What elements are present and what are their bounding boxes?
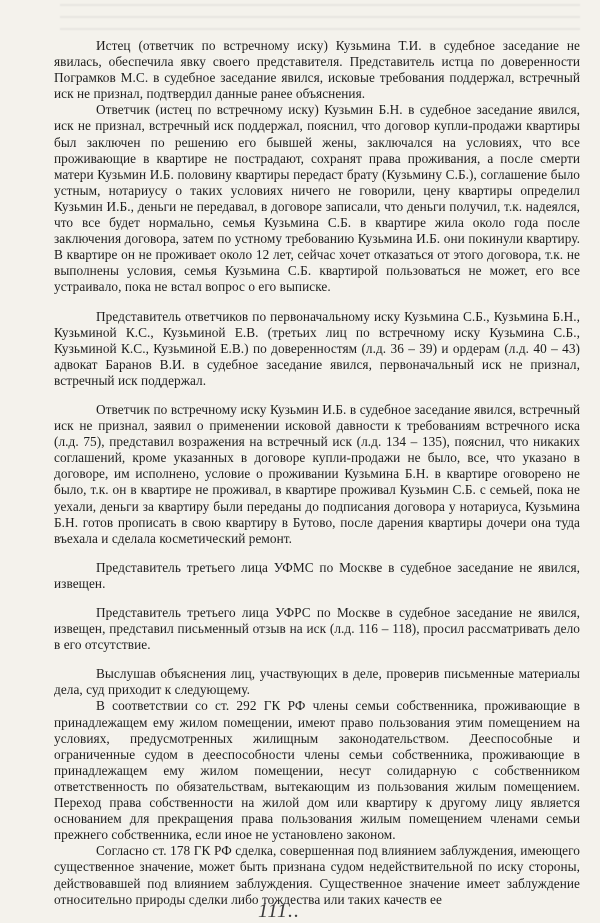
paragraph-defendants-representative: Представитель ответчиков по первоначальному иску Кузьмина С.Б., Кузьмина Б.Н., Кузьминой К.С., Кузьминой Е.В. (третьих лиц по встречному иску Кузьмина С.Б., Кузьминой К.С., Кузьминой Е.В.) по доверенностям (л.д. 36 – 39) и ордерам (л.д. 40 – 43) адвокат Баранов В.И. в судебное заседание явился, первоначальный иск не признал, встречный иск поддержал. xyxy=(54,308,580,388)
bleed-through-text xyxy=(60,4,580,34)
paragraph-defendant-kuzmin-ib: Ответчик по встречному иску Кузьмин И.Б. в судебное заседание явился, встречный иск не признал, заявил о применении исковой давности к требованиям встречного иска (л.д. 75), представил возражения на встречный иск (л.д. 134 – 135), пояснил, что никаких соглашений, кроме указанных в договоре купли-продажи не было, все, что указано в договоре, им исполнено, условие о проживании Кузьмина Б.Н. в квартире оговорено не было, т.к. он в квартире не проживал, в квартире проживал Кузьмин С.Б. с семьей, пока не уехали, деньги за квартиру были переданы до подписания договора у нотариуса, Кузьмина Б.Н. готов прописать в свою квартиру в Бутово, после дарения квартиры дочери она туда въехала и сделала косметический ремонт. xyxy=(54,401,580,546)
paragraph-ufms-representative: Представитель третьего лица УФМС по Москве в судебное заседание не явился, извещен. xyxy=(54,559,580,591)
paragraph-ufrs-representative: Представитель третьего лица УФРС по Москве в судебное заседание не явился, извещен, представил письменный отзыв на иск (л.д. 116 – 118), просил рассматривать дело в его отсутствие. xyxy=(54,605,580,653)
paragraph-article-292: В соответствии со ст. 292 ГК РФ члены семьи собственника, проживающие в принадлежащем ему жилом помещении, имеют право пользования этим помещением на условиях, предусмотренных жилищным законодательством. Дееспособные и ограниченные судом в дееспособности члены семьи собственника, проживающие в принадлежащем ему жилом помещении, несут солидарную с собственником ответственность по обязательствам, вытекающим из пользования жилым помещением. Переход права собственности на жилой дом или квартиру к другому лицу является основанием для прекращения права пользования жилым помещением членами семьи прежнего собственника, если иное не установлено законом. xyxy=(54,698,580,843)
paragraph-plaintiff-status: Истец (ответчик по встречному иску) Кузьмина Т.И. в судебное заседание не явилась, обеспечила явку своего представителя. Представитель истца по доверенности Пограмков М.С. в судебное заседание явился, исковые требования поддержал, встречный иск не признал, подтвердил данные ранее объяснения. xyxy=(54,38,580,102)
paragraph-article-178: Согласно ст. 178 ГК РФ сделка, совершенная под влиянием заблуждения, имеющего существенное значение, может быть признана судом недействительной по иску стороны, действовавшей под влиянием заблуждения. Существенное значение имеет заблуждение относительно природы сделки либо тождества или таких качеств ее xyxy=(54,843,580,907)
paragraph-court-findings: Выслушав объяснения лиц, участвующих в деле, проверив письменные материалы дела, суд приходит к следующему. xyxy=(54,666,580,698)
paragraph-defendant-kuzmin-bn: Ответчик (истец по встречному иску) Кузьмин Б.Н. в судебное заседание явился, иск не признал, встречный иск поддержал, пояснил, что договор купли-продажи квартиры был заключен по решению его бывшей жены, заключался на условиях, что все проживающие в квартире не пострадают, сохранят права проживания, а после смерти матери Кузьмин И.Б. половину квартиры передаст брату (Кузьмину С.Б.), соглашение было устным, нотариусу о таких условиях ничего не говорили, цену квартиры определил Кузьмин И.Б., деньги не передавал, в договоре записали, что деньги получил, т.к. надеялся, что все будет нормально, семья Кузьмина С.Б. в квартире жила около года после заключения договора, затем по устному требованию Кузьмина И.Б. они покинули квартиру. В квартире он не проживает около 12 лет, сейчас хочет отказаться от этого договора, т.к. не выполнены условия, семья Кузьмина С.Б. квартирой пользоваться не может, его все устраивало, пока не встал вопрос о его выписке. xyxy=(54,102,580,295)
handwritten-page-mark: 111.. xyxy=(258,900,301,922)
